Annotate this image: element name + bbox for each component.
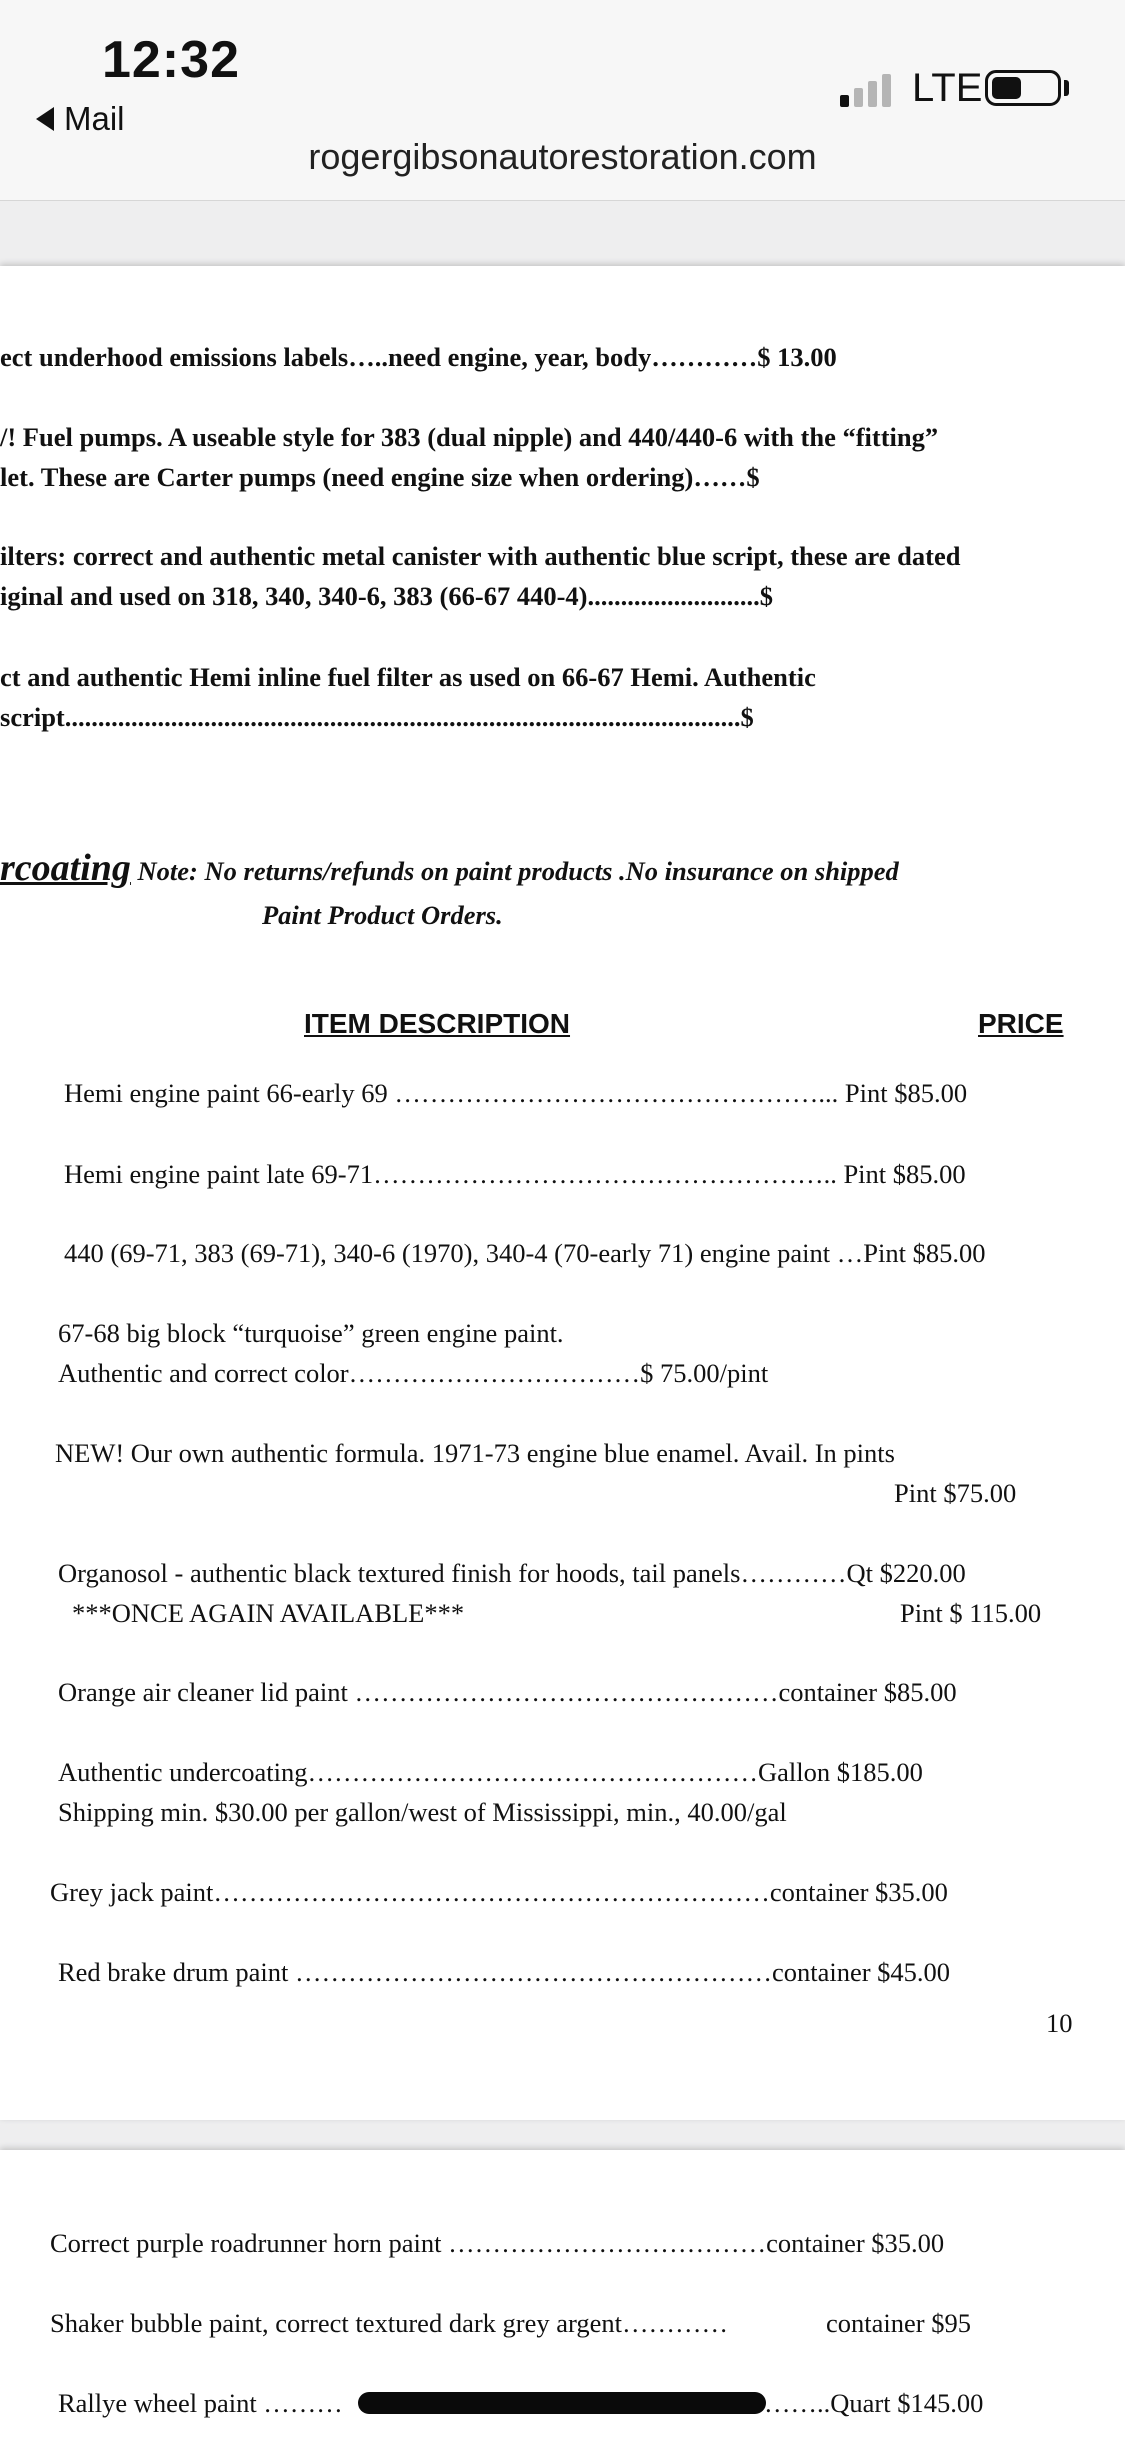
note-text: Note: No returns/refunds on paint products .No insurance on shipped (130, 856, 899, 886)
list-item: 440 (69-71, 383 (69-71), 340-6 (1970), 340-4 (70-early 71) engine paint …Pint $85.00 (64, 1238, 986, 1268)
note-text: Paint Product Orders. (262, 900, 503, 930)
list-item: Correct purple roadrunner horn paint ………………………………container $35.00 (50, 2228, 945, 2258)
list-item: Hemi engine paint 66-early 69 …………………………………………... Pint $85.00 (64, 1078, 968, 1108)
signal-strength-icon (840, 74, 891, 107)
column-header-item: ITEM DESCRIPTION (304, 1008, 571, 1039)
status-bar (0, 0, 1125, 201)
text-line: let. These are Carter pumps (need engine size when ordering)……$ (0, 462, 760, 492)
battery-fill (992, 77, 1021, 99)
list-item: Shaker bubble paint, correct textured dark grey argent………… (50, 2308, 728, 2338)
list-item: Rallye wheel paint ……… (58, 2388, 343, 2418)
list-item: NEW! Our own authentic formula. 1971-73 engine blue enamel. Avail. In pints (55, 1438, 895, 1468)
battery-tip (1064, 80, 1069, 96)
back-to-mail-button[interactable] (36, 100, 125, 138)
status-time: 12:32 (102, 31, 240, 89)
list-item-price: ……..Quart $145.00 (764, 2388, 984, 2418)
url-bar[interactable]: rogergibsonautorestoration.com (308, 136, 817, 177)
availability-note: ***ONCE AGAIN AVAILABLE*** (72, 1598, 465, 1628)
list-item: Grey jack paint………………………………………………………container $35.00 (50, 1877, 948, 1907)
back-arrow-icon (36, 107, 54, 131)
text-line: script......................................................................................................$ (0, 702, 754, 732)
column-header-price: PRICE (978, 1008, 1064, 1039)
list-item: 67-68 big block “turquoise” green engine paint. (58, 1318, 564, 1348)
list-item-price: Pint $ 115.00 (900, 1598, 1042, 1628)
back-label: Mail (64, 100, 125, 137)
battery-icon (985, 70, 1061, 106)
text-line: iginal and used on 318, 340, 340-6, 383 (66-67 440-4)..........................$ (0, 581, 773, 611)
undercoating-title: rcoating (0, 847, 131, 889)
network-type: LTE (912, 66, 983, 110)
undercoating-heading (0, 846, 899, 890)
page-number: 10 (1046, 2008, 1073, 2038)
list-item-price: Pint $75.00 (894, 1478, 1017, 1508)
list-item: Organosol - authentic black textured finish for hoods, tail panels…………Qt $220.00 (58, 1558, 966, 1588)
text-line: ct and authentic Hemi inline fuel filter as used on 66-67 Hemi. Authentic (0, 662, 816, 692)
text-line: ect underhood emissions labels…..need engine, year, body…………$ 13.00 (0, 342, 837, 372)
list-item: Hemi engine paint late 69-71…………………………………………….. Pint $85.00 (64, 1159, 966, 1189)
list-item: Orange air cleaner lid paint …………………………………………container $85.00 (58, 1677, 957, 1707)
list-item: Authentic undercoating……………………………………………Gallon $185.00 (58, 1757, 923, 1787)
list-item: Red brake drum paint ………………………………………………container $45.00 (58, 1957, 951, 1987)
text-line: ilters: correct and authentic metal canister with authentic blue script, these are dated (0, 541, 961, 571)
shipping-note: Shipping min. $30.00 per gallon/west of Mississippi, min., 40.00/gal (58, 1797, 787, 1827)
list-item: Authentic and correct color……………………………$ 75.00/pint (58, 1358, 769, 1388)
text-line: /! Fuel pumps. A useable style for 383 (dual nipple) and 440/440-6 with the “fitting” (0, 422, 939, 452)
scroll-indicator[interactable] (358, 2392, 766, 2414)
list-item-price: container $95 (826, 2308, 971, 2338)
